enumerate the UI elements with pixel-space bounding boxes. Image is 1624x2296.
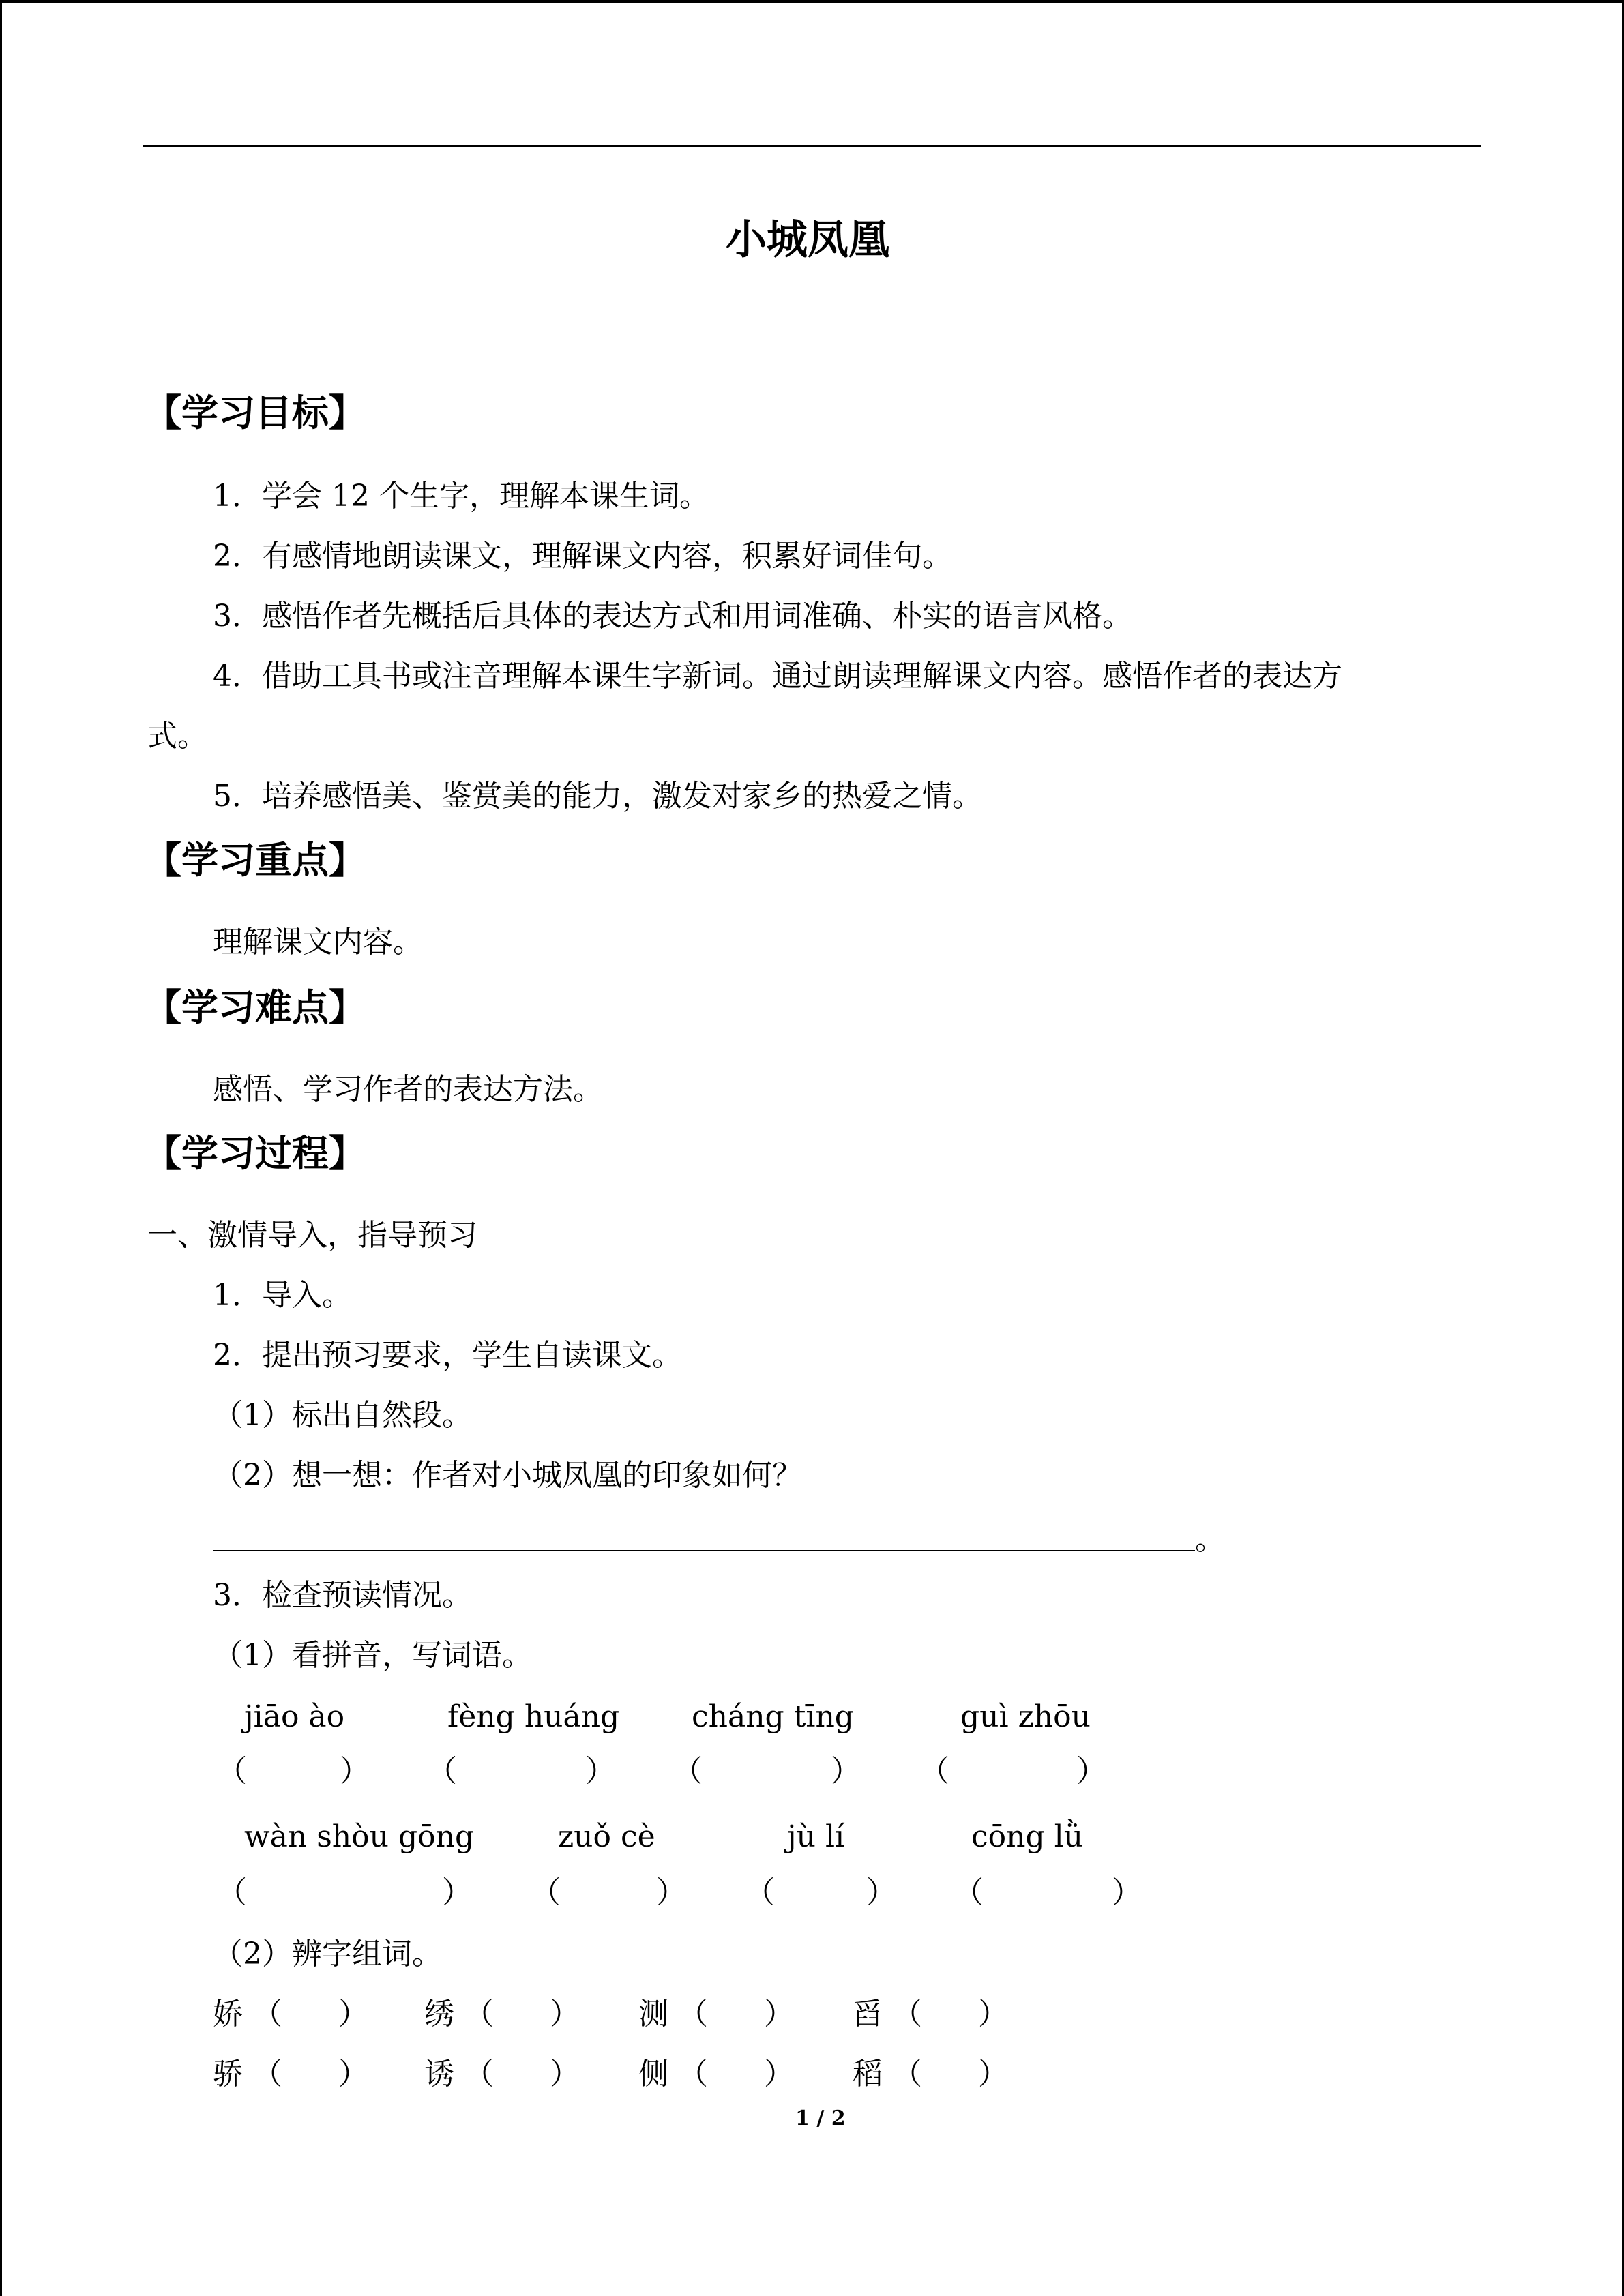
pinyin-word: guì zhōu — [960, 1699, 1091, 1734]
answer-paren-close: ） — [764, 1997, 794, 2031]
answer-paren-close: ） — [978, 2057, 1008, 2091]
answer-paren-open: （ — [745, 1875, 775, 1910]
answer-paren-close: ） — [585, 1754, 615, 1789]
pinyin-word: jiāo ào — [244, 1699, 345, 1734]
char-item: 娇 — [213, 1997, 243, 2031]
char-item: 诱 — [424, 2057, 454, 2091]
pinyin-task-label: （1）看拼音，写词语。 — [213, 1638, 532, 1673]
pinyin-word: wàn shòu gōng — [244, 1819, 475, 1854]
answer-paren-close: ） — [338, 1997, 368, 2031]
answer-paren-close: ） — [340, 1754, 370, 1789]
answer-paren-open: （ — [673, 1754, 703, 1789]
pinyin-word: fèng huáng — [447, 1699, 620, 1734]
answer-paren-close: ） — [550, 1997, 580, 2031]
page-number: 1 / 2 — [795, 2106, 846, 2130]
objective-item: 3．感悟作者先概括后具体的表达方式和用词准确、朴实的语言风格。 — [213, 599, 1132, 633]
char-item: 侧 — [638, 2057, 668, 2091]
answer-paren-close: ） — [1112, 1875, 1142, 1910]
answer-paren-open: （ — [678, 1997, 708, 2031]
answer-paren-close: ） — [978, 1997, 1008, 2031]
answer-paren-open: （ — [892, 1997, 922, 2031]
process-step: 1．导入。 — [213, 1278, 352, 1313]
difficulty-text: 感悟、学习作者的表达方法。 — [213, 1072, 603, 1107]
answer-end-mark: 。 — [1195, 1522, 1225, 1557]
process-heading: 【学习过程】 — [145, 1131, 366, 1175]
page-border-top — [0, 0, 1624, 3]
answer-paren-open: （ — [678, 2057, 708, 2091]
objective-item: 1．学会 12 个生字，理解本课生词。 — [213, 479, 709, 513]
process-substep: （1）标出自然段。 — [213, 1398, 472, 1433]
char-item: 绣 — [424, 1997, 454, 2031]
answer-paren-open: （ — [217, 1875, 247, 1910]
objective-item-continuation: 式。 — [147, 719, 207, 754]
objective-item: 4．借助工具书或注音理解本课生字新词。通过朗读理解课文内容。感悟作者的表达方 — [213, 659, 1342, 694]
page-border-left — [0, 0, 2, 2296]
answer-paren-close: ） — [831, 1754, 861, 1789]
process-step: 3．检查预读情况。 — [213, 1578, 472, 1613]
process-step: 2．提出预习要求，学生自读课文。 — [213, 1338, 682, 1373]
objectives-heading: 【学习目标】 — [145, 391, 366, 434]
answer-paren-close: ） — [764, 2057, 794, 2091]
answer-paren-close: ） — [1076, 1754, 1106, 1789]
char-item: 舀 — [853, 1997, 883, 2031]
pinyin-word: jù lí — [787, 1819, 845, 1854]
answer-paren-close: ） — [442, 1875, 472, 1910]
focus-heading: 【学习重点】 — [145, 838, 366, 882]
answer-paren-open: （ — [427, 1754, 457, 1789]
char-item: 骄 — [213, 2057, 243, 2091]
pinyin-word: cōng lǜ — [971, 1819, 1084, 1854]
char-task-label: （2）辨字组词。 — [213, 1937, 442, 1971]
answer-paren-open: （ — [464, 1997, 494, 2031]
process-part1-title: 一、激情导入，指导预习 — [147, 1218, 477, 1253]
pinyin-word: zuǒ cè — [558, 1819, 655, 1854]
answer-paren-open: （ — [892, 2057, 922, 2091]
answer-paren-close: ） — [338, 2057, 368, 2091]
answer-paren-open: （ — [919, 1754, 949, 1789]
answer-paren-open: （ — [252, 1997, 282, 2031]
answer-paren-close: ） — [866, 1875, 896, 1910]
answer-paren-open: （ — [252, 2057, 282, 2091]
process-substep: （2）想一想：作者对小城凤凰的印象如何？ — [213, 1458, 802, 1493]
objective-item: 2．有感情地朗读课文，理解课文内容，积累好词佳句。 — [213, 539, 952, 573]
answer-paren-open: （ — [217, 1754, 247, 1789]
page-title: 小城凤凰 — [726, 216, 889, 264]
focus-text: 理解课文内容。 — [213, 925, 423, 959]
objective-item: 5．培养感悟美、鉴赏美的能力，激发对家乡的热爱之情。 — [213, 779, 982, 814]
char-item: 测 — [638, 1997, 668, 2031]
pinyin-word: cháng tīng — [692, 1699, 854, 1734]
answer-paren-close: ） — [550, 2057, 580, 2091]
answer-blank-line — [213, 1550, 1195, 1551]
answer-paren-open: （ — [954, 1875, 984, 1910]
difficulty-heading: 【学习难点】 — [145, 985, 366, 1029]
answer-paren-close: ） — [656, 1875, 686, 1910]
header-rule — [143, 145, 1481, 147]
answer-paren-open: （ — [531, 1875, 561, 1910]
char-item: 稻 — [853, 2057, 883, 2091]
answer-paren-open: （ — [464, 2057, 494, 2091]
